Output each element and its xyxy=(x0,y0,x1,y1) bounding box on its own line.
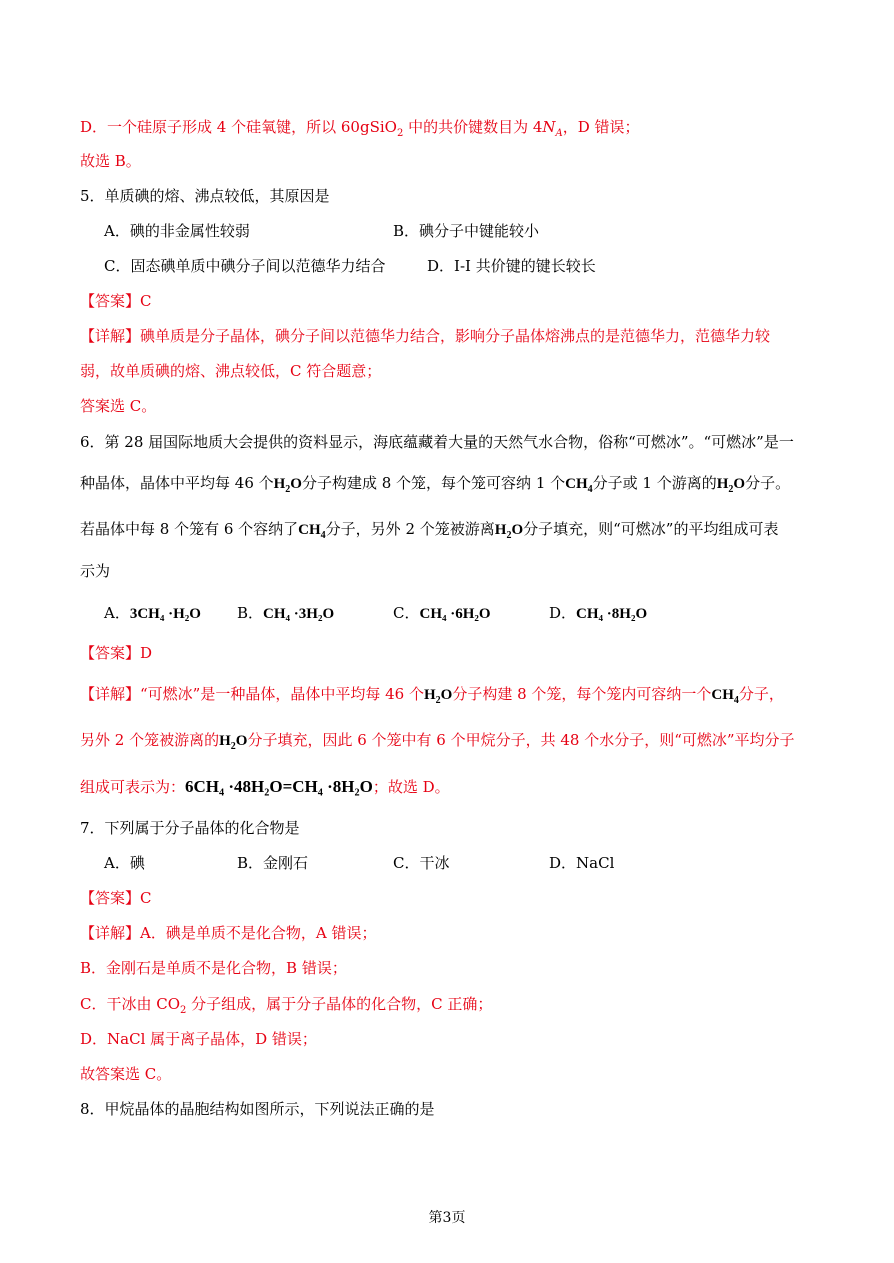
h2o-formula: $H_2O$ xyxy=(219,733,248,752)
detail-tag: 【详解】 xyxy=(80,924,141,942)
q6-detail-line1: 【详解】“可燃冰”是一种晶体，晶体中平均每 46 个$H_2O$分子构建 8 个笼，每个笼内可容纳一个$CH_4$分子， xyxy=(80,685,784,706)
detail-tag: 【详解】 xyxy=(80,685,141,703)
page-number: 第3页 xyxy=(428,1210,466,1226)
q7-stem: 7．下列属于分子晶体的化合物是 xyxy=(80,819,300,837)
answer-tag: 【答案】 xyxy=(80,889,141,907)
q4-option-d-explanation: D．一个硅原子形成 4 个硅氧键，所以 60gSiO$_2$ 中的共价键数目为 $4N_A$，D 错误； xyxy=(80,118,640,139)
q7-option-b: B．金刚石 xyxy=(237,854,309,872)
q7-answer: 【答案】C xyxy=(80,889,152,907)
ch4-formula: $CH_4$ xyxy=(711,687,739,706)
q6-stem-line1: 6．第 28 届国际地质大会提供的资料显示，海底蕴藏着大量的天然气水合物，俗称“可燃冰”。“可燃冰”是一 xyxy=(80,433,794,451)
q6-result-formula: 6CH₄ ·48H₂O=CH₄ ·8H₂O xyxy=(185,777,373,796)
q7-detail-line1: 【详解】A．碘是单质不是化合物，A 错误； xyxy=(80,924,377,942)
q5-detail-line1: 【详解】碘单质是分子晶体，碘分子间以范德华力结合，影响分子晶体熔沸点的是范德华力，范德华力较 xyxy=(80,327,771,345)
q6-stem-line4: 示为 xyxy=(80,562,111,580)
q6-option-b: B．CH₄ ·3H₂O xyxy=(237,604,335,622)
h2o-formula: $H_2O$ xyxy=(494,522,524,541)
q7-option-c: C．干冰 xyxy=(393,854,450,872)
q5-stem: 5．单质碘的熔、沸点较低，其原因是 xyxy=(80,187,330,205)
q6-detail-line3: 组成可表示为：6CH₄ ·48H₂O=CH₄ ·8H₂O；故选 D。 xyxy=(80,777,450,796)
q5-detail-line2: 弱，故单质碘的熔、沸点较低，C 符合题意； xyxy=(80,362,382,380)
h2o-formula: $H_2O$ xyxy=(716,476,746,495)
q8-stem: 8．甲烷晶体的晶胞结构如图所示，下列说法正确的是 xyxy=(80,1100,435,1118)
ch4-formula: $CH_4$ xyxy=(565,476,593,495)
answer-tag: 【答案】 xyxy=(80,292,141,310)
detail-tag: 【详解】 xyxy=(80,327,141,345)
q5-option-c: C．固态碘单质中碘分子间以范德华力结合 xyxy=(104,257,386,275)
q7-conclusion: 故答案选 C。 xyxy=(80,1065,172,1083)
q7-detail-line2: B．金刚石是单质不是化合物，B 错误； xyxy=(80,959,347,977)
q5-answer: 【答案】C xyxy=(80,292,152,310)
ch4-formula: $CH_4$ xyxy=(298,522,326,541)
q7-option-a: A．碘 xyxy=(104,854,145,872)
q7-option-d: D．NaCl xyxy=(549,854,615,872)
q6-detail-line2: 另外 2 个笼被游离的$H_2O$分子填充，因此 6 个笼中有 6 个甲烷分子，共 48 个水分子，则“可燃冰”平均分子 xyxy=(80,731,795,752)
q5-conclusion: 答案选 C。 xyxy=(80,397,157,415)
q6-answer: 【答案】D xyxy=(80,644,153,662)
h2o-formula: $H_2O$ xyxy=(273,476,302,495)
q7-detail-line3: C．干冰由 $CO_2$ 分子组成，属于分子晶体的化合物，C 正确； xyxy=(80,995,493,1016)
q6-stem-line2: 种晶体，晶体中平均每 46 个$H_2O$分子构建成 8 个笼，每个笼可容纳 1 个$CH_4$分子或 1 个游离的$H_2O$分子。 xyxy=(80,474,791,495)
answer-tag: 【答案】 xyxy=(80,644,141,662)
q4-conclusion: 故选 B。 xyxy=(80,152,141,170)
q7-detail-line4: D．NaCl 属于离子晶体，D 错误； xyxy=(80,1030,317,1048)
h2o-formula: $H_2O$ xyxy=(423,687,453,706)
q6-option-d: D．CH₄ ·8H₂O xyxy=(549,604,648,622)
q5-option-b: B．碘分子中键能较小 xyxy=(393,222,540,240)
q6-option-a: A．3CH₄ ·H₂O xyxy=(104,604,201,622)
q6-option-c: C．CH₄ ·6H₂O xyxy=(393,604,491,622)
q5-option-a: A．碘的非金属性较弱 xyxy=(104,222,250,240)
q5-option-d: D．I-I 共价键的键长较长 xyxy=(427,257,596,275)
q6-stem-line3: 若晶体中每 8 个笼有 6 个容纳了$CH_4$分子，另外 2 个笼被游离$H_2O$分子填充，则“可燃冰”的平均组成可表 xyxy=(80,520,779,541)
